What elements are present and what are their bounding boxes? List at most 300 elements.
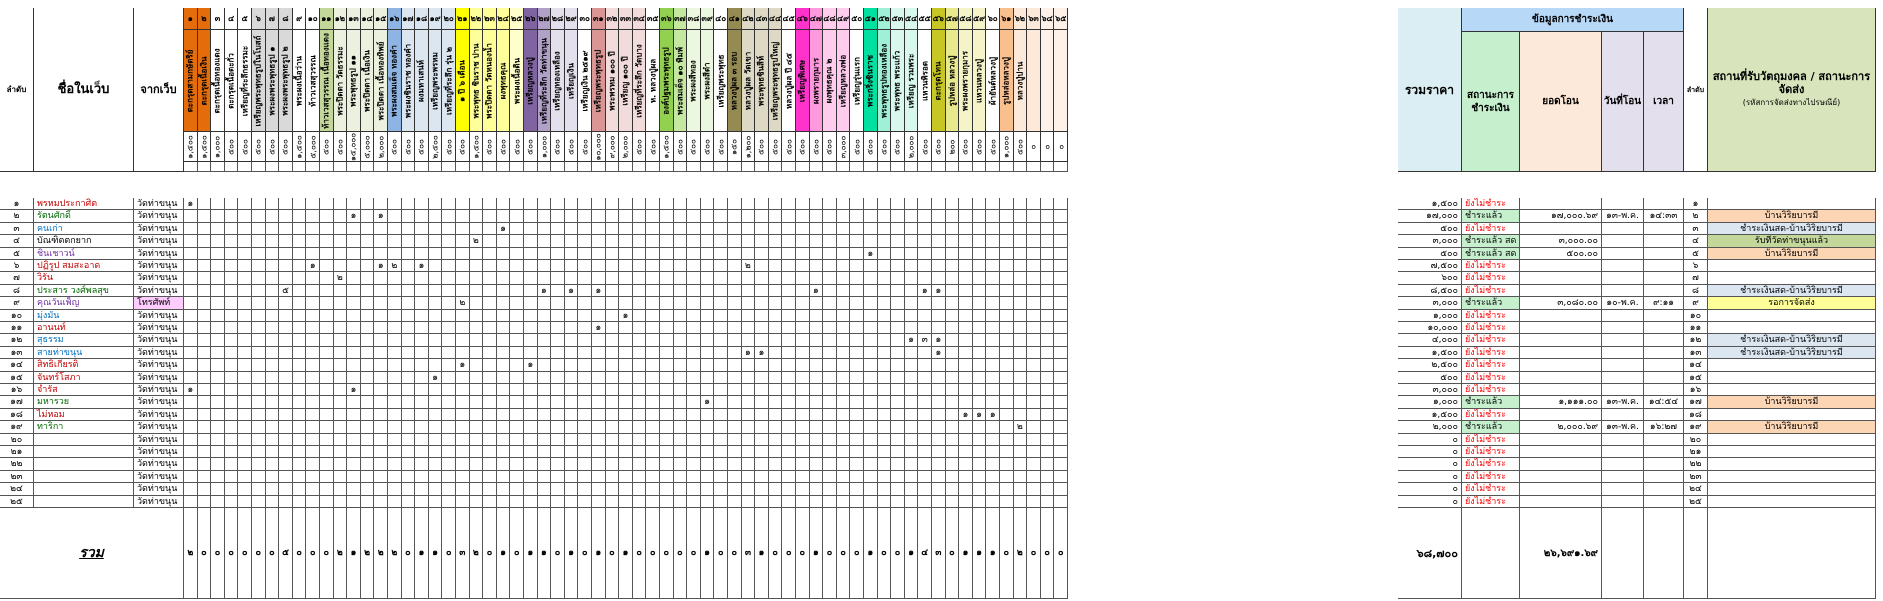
row-qty[interactable] [1027, 434, 1041, 446]
row-qty[interactable] [252, 297, 266, 309]
row-qty[interactable] [606, 334, 620, 346]
row-qty[interactable] [619, 334, 633, 346]
row-qty[interactable] [361, 396, 375, 408]
row-qty[interactable] [1014, 198, 1028, 210]
row-qty[interactable] [837, 210, 851, 222]
row-qty[interactable] [606, 421, 620, 433]
row-qty[interactable] [306, 396, 320, 408]
row-qty[interactable] [361, 260, 375, 272]
row-qty[interactable] [279, 248, 293, 260]
row-qty[interactable] [1054, 235, 1068, 247]
row-qty[interactable] [252, 272, 266, 284]
row-qty[interactable] [266, 384, 280, 396]
row-name[interactable]: พรหมประกาศิต [34, 198, 134, 210]
row-name[interactable]: ประสาร วงศ์พลสุข [34, 285, 134, 297]
row-qty[interactable] [714, 359, 728, 371]
row-qty[interactable] [660, 471, 674, 483]
row-qty[interactable] [674, 334, 688, 346]
row-qty[interactable] [932, 396, 946, 408]
row-name[interactable] [34, 446, 134, 458]
row-place[interactable] [1708, 272, 1876, 284]
row-qty[interactable] [946, 372, 960, 384]
row-qty[interactable] [606, 310, 620, 322]
row-qty[interactable] [1041, 334, 1055, 346]
row-qty[interactable] [524, 272, 538, 284]
row-qty[interactable] [184, 458, 198, 470]
row-qty[interactable] [388, 210, 402, 222]
row-qty[interactable] [211, 248, 225, 260]
row-qty[interactable] [850, 248, 864, 260]
row-qty[interactable] [184, 421, 198, 433]
row-qty[interactable] [551, 471, 565, 483]
row-qty[interactable] [755, 434, 769, 446]
row-qty[interactable] [1014, 223, 1028, 235]
row-qty[interactable] [592, 310, 606, 322]
row-qty[interactable] [429, 285, 443, 297]
row-qty[interactable] [687, 347, 701, 359]
row-qty[interactable] [347, 421, 361, 433]
row-qty[interactable] [959, 458, 973, 470]
row-qty[interactable] [823, 496, 837, 508]
row-qty[interactable] [796, 322, 810, 334]
row-qty[interactable] [823, 446, 837, 458]
row-qty[interactable] [905, 409, 919, 421]
row-qty[interactable] [510, 396, 524, 408]
row-qty[interactable] [388, 347, 402, 359]
row-qty[interactable] [918, 210, 932, 222]
row-qty[interactable] [306, 248, 320, 260]
row-qty[interactable] [742, 446, 756, 458]
row-qty[interactable] [918, 384, 932, 396]
row-qty[interactable] [415, 210, 429, 222]
row-qty[interactable] [565, 334, 579, 346]
row-qty[interactable] [538, 347, 552, 359]
row-qty[interactable]: ๑ [932, 285, 946, 297]
row-qty[interactable] [823, 409, 837, 421]
row-qty[interactable] [374, 396, 388, 408]
row-qty[interactable] [701, 359, 715, 371]
row-qty[interactable] [701, 260, 715, 272]
row-qty[interactable] [388, 297, 402, 309]
row-qty[interactable] [388, 483, 402, 495]
row-qty[interactable] [891, 396, 905, 408]
row-qty[interactable] [470, 483, 484, 495]
row-qty[interactable] [633, 322, 647, 334]
row-qty[interactable] [306, 347, 320, 359]
row-qty[interactable] [973, 434, 987, 446]
row-qty[interactable] [973, 248, 987, 260]
row-qty[interactable] [796, 458, 810, 470]
row-qty[interactable] [810, 483, 824, 495]
row-qty[interactable] [578, 483, 592, 495]
row-qty[interactable] [837, 496, 851, 508]
row-qty[interactable] [388, 446, 402, 458]
row-qty[interactable] [279, 434, 293, 446]
row-qty[interactable] [973, 322, 987, 334]
row-qty[interactable] [415, 310, 429, 322]
row-qty[interactable] [946, 297, 960, 309]
row-qty[interactable] [850, 198, 864, 210]
row-qty[interactable] [769, 223, 783, 235]
row-qty[interactable] [442, 260, 456, 272]
row-qty[interactable] [959, 297, 973, 309]
row-qty[interactable] [714, 260, 728, 272]
row-qty[interactable] [538, 483, 552, 495]
row-qty[interactable] [606, 272, 620, 284]
row-qty[interactable] [932, 421, 946, 433]
row-qty[interactable] [986, 372, 1000, 384]
row-qty[interactable] [415, 496, 429, 508]
row-qty[interactable] [810, 434, 824, 446]
row-qty[interactable] [755, 458, 769, 470]
row-qty[interactable] [837, 310, 851, 322]
row-qty[interactable] [796, 297, 810, 309]
row-qty[interactable] [769, 483, 783, 495]
row-qty[interactable] [225, 384, 239, 396]
row-qty[interactable] [306, 458, 320, 470]
row-qty[interactable] [932, 272, 946, 284]
row-qty[interactable] [823, 458, 837, 470]
row-qty[interactable] [701, 496, 715, 508]
row-qty[interactable] [402, 421, 416, 433]
row-qty[interactable] [184, 235, 198, 247]
row-qty[interactable] [755, 235, 769, 247]
row-qty[interactable] [320, 409, 334, 421]
row-qty[interactable] [374, 421, 388, 433]
row-qty[interactable] [456, 310, 470, 322]
row-qty[interactable] [864, 446, 878, 458]
row-qty[interactable] [334, 297, 348, 309]
row-qty[interactable] [402, 235, 416, 247]
row-qty[interactable] [211, 359, 225, 371]
row-qty[interactable] [701, 372, 715, 384]
row-qty[interactable] [891, 272, 905, 284]
row-qty[interactable] [810, 421, 824, 433]
row-qty[interactable] [293, 409, 307, 421]
row-qty[interactable] [538, 396, 552, 408]
row-qty[interactable] [837, 483, 851, 495]
row-qty[interactable] [198, 260, 212, 272]
row-qty[interactable] [905, 496, 919, 508]
row-qty[interactable] [1054, 347, 1068, 359]
row-qty[interactable] [850, 434, 864, 446]
row-qty[interactable] [1014, 458, 1028, 470]
row-qty[interactable] [891, 496, 905, 508]
row-qty[interactable] [932, 223, 946, 235]
row-qty[interactable] [415, 421, 429, 433]
row-qty[interactable] [782, 446, 796, 458]
row-qty[interactable] [442, 496, 456, 508]
row-qty[interactable] [483, 434, 497, 446]
row-qty[interactable] [606, 223, 620, 235]
row-qty[interactable] [646, 310, 660, 322]
row-qty[interactable] [959, 483, 973, 495]
row-qty[interactable] [374, 297, 388, 309]
row-qty[interactable] [687, 235, 701, 247]
row-qty[interactable] [510, 347, 524, 359]
row-qty[interactable] [524, 322, 538, 334]
row-qty[interactable] [619, 483, 633, 495]
row-place[interactable] [1708, 384, 1876, 396]
row-qty[interactable] [646, 446, 660, 458]
row-qty[interactable] [483, 260, 497, 272]
row-qty[interactable] [429, 496, 443, 508]
row-qty[interactable] [782, 396, 796, 408]
row-qty[interactable] [524, 446, 538, 458]
row-qty[interactable]: ๑ [497, 223, 511, 235]
row-qty[interactable] [891, 297, 905, 309]
row-qty[interactable] [361, 210, 375, 222]
row-place[interactable]: บ้านวิริยบารมี [1708, 421, 1876, 433]
row-qty[interactable] [592, 409, 606, 421]
row-qty[interactable] [633, 198, 647, 210]
row-qty[interactable] [429, 310, 443, 322]
row-qty[interactable] [837, 347, 851, 359]
row-qty[interactable] [279, 235, 293, 247]
row-qty[interactable] [252, 409, 266, 421]
row-place[interactable] [1708, 260, 1876, 272]
row-qty[interactable] [742, 272, 756, 284]
row-qty[interactable] [1014, 434, 1028, 446]
row-qty[interactable] [769, 446, 783, 458]
row-qty[interactable] [1000, 496, 1014, 508]
row-qty[interactable] [674, 235, 688, 247]
row-qty[interactable] [415, 409, 429, 421]
row-qty[interactable] [1014, 210, 1028, 222]
row-qty[interactable] [755, 384, 769, 396]
row-qty[interactable] [687, 297, 701, 309]
row-qty[interactable]: ๑ [456, 359, 470, 371]
row-qty[interactable] [456, 322, 470, 334]
row-qty[interactable] [606, 496, 620, 508]
row-qty[interactable] [211, 409, 225, 421]
row-qty[interactable] [701, 223, 715, 235]
row-qty[interactable] [946, 248, 960, 260]
row-qty[interactable] [905, 210, 919, 222]
row-qty[interactable] [714, 248, 728, 260]
row-qty[interactable] [837, 248, 851, 260]
row-qty[interactable] [578, 458, 592, 470]
row-qty[interactable] [551, 223, 565, 235]
row-qty[interactable] [687, 396, 701, 408]
row-qty[interactable] [551, 483, 565, 495]
row-qty[interactable] [728, 297, 742, 309]
row-qty[interactable] [1000, 322, 1014, 334]
row-qty[interactable] [782, 421, 796, 433]
row-qty[interactable] [470, 310, 484, 322]
row-qty[interactable] [796, 471, 810, 483]
row-name[interactable]: วิรัน [34, 272, 134, 284]
row-qty[interactable] [687, 496, 701, 508]
row-qty[interactable] [810, 297, 824, 309]
row-qty[interactable]: ๑ [932, 347, 946, 359]
row-qty[interactable] [347, 372, 361, 384]
row-qty[interactable] [850, 322, 864, 334]
row-qty[interactable] [225, 248, 239, 260]
row-qty[interactable] [347, 198, 361, 210]
row-qty[interactable] [225, 235, 239, 247]
row-qty[interactable] [973, 421, 987, 433]
row-qty[interactable] [986, 235, 1000, 247]
row-qty[interactable] [918, 248, 932, 260]
row-qty[interactable]: ๑ [184, 384, 198, 396]
row-qty[interactable] [551, 409, 565, 421]
row-qty[interactable] [211, 198, 225, 210]
row-qty[interactable] [1041, 347, 1055, 359]
row-qty[interactable] [687, 223, 701, 235]
row-qty[interactable] [538, 297, 552, 309]
row-qty[interactable] [551, 297, 565, 309]
row-qty[interactable] [442, 409, 456, 421]
row-qty[interactable] [429, 235, 443, 247]
row-qty[interactable] [782, 272, 796, 284]
row-qty[interactable] [687, 446, 701, 458]
row-qty[interactable] [1027, 198, 1041, 210]
row-qty[interactable] [456, 334, 470, 346]
row-qty[interactable] [633, 434, 647, 446]
row-qty[interactable] [334, 384, 348, 396]
row-qty[interactable] [388, 198, 402, 210]
row-name[interactable]: สิทธิเกียรติ [34, 359, 134, 371]
row-qty[interactable] [674, 322, 688, 334]
row-qty[interactable] [714, 384, 728, 396]
row-qty[interactable] [252, 210, 266, 222]
row-qty[interactable] [293, 359, 307, 371]
row-qty[interactable] [374, 310, 388, 322]
row-qty[interactable] [456, 272, 470, 284]
row-qty[interactable] [415, 434, 429, 446]
row-qty[interactable] [402, 223, 416, 235]
row-qty[interactable] [810, 458, 824, 470]
row-qty[interactable] [701, 409, 715, 421]
row-qty[interactable] [538, 471, 552, 483]
row-qty[interactable] [497, 322, 511, 334]
row-qty[interactable] [252, 248, 266, 260]
row-qty[interactable] [578, 235, 592, 247]
row-qty[interactable] [932, 372, 946, 384]
row-qty[interactable] [769, 334, 783, 346]
row-qty[interactable] [905, 347, 919, 359]
row-qty[interactable] [714, 396, 728, 408]
row-qty[interactable] [198, 384, 212, 396]
row-qty[interactable]: ๒ [334, 272, 348, 284]
row-qty[interactable] [347, 322, 361, 334]
row-qty[interactable] [837, 285, 851, 297]
row-qty[interactable] [456, 198, 470, 210]
row-qty[interactable] [306, 272, 320, 284]
row-qty[interactable] [646, 359, 660, 371]
row-qty[interactable] [510, 384, 524, 396]
row-qty[interactable] [456, 260, 470, 272]
row-qty[interactable] [470, 372, 484, 384]
row-qty[interactable] [361, 496, 375, 508]
row-qty[interactable]: ๑ [538, 285, 552, 297]
row-qty[interactable] [293, 334, 307, 346]
row-qty[interactable] [810, 347, 824, 359]
row-qty[interactable] [510, 260, 524, 272]
row-qty[interactable] [646, 272, 660, 284]
row-qty[interactable] [538, 198, 552, 210]
row-qty[interactable] [429, 223, 443, 235]
row-qty[interactable] [891, 322, 905, 334]
row-qty[interactable] [823, 272, 837, 284]
row-qty[interactable] [293, 496, 307, 508]
row-qty[interactable] [442, 210, 456, 222]
row-qty[interactable] [1014, 260, 1028, 272]
row-qty[interactable] [266, 396, 280, 408]
row-qty[interactable] [1041, 496, 1055, 508]
row-place[interactable] [1708, 496, 1876, 508]
row-qty[interactable] [1027, 396, 1041, 408]
row-qty[interactable] [578, 334, 592, 346]
row-qty[interactable] [483, 496, 497, 508]
row-qty[interactable] [823, 434, 837, 446]
row-qty[interactable] [646, 458, 660, 470]
row-qty[interactable] [510, 483, 524, 495]
row-qty[interactable] [334, 310, 348, 322]
row-qty[interactable]: ๑ [347, 384, 361, 396]
row-qty[interactable] [646, 322, 660, 334]
row-qty[interactable] [606, 434, 620, 446]
row-qty[interactable] [864, 384, 878, 396]
row-qty[interactable] [782, 260, 796, 272]
row-qty[interactable] [293, 235, 307, 247]
row-qty[interactable] [755, 310, 769, 322]
row-place[interactable] [1708, 198, 1876, 210]
row-qty[interactable] [252, 285, 266, 297]
row-qty[interactable] [687, 359, 701, 371]
row-qty[interactable] [674, 372, 688, 384]
row-qty[interactable] [633, 372, 647, 384]
row-qty[interactable] [470, 322, 484, 334]
row-qty[interactable] [646, 235, 660, 247]
row-qty[interactable] [633, 421, 647, 433]
row-qty[interactable] [810, 272, 824, 284]
row-qty[interactable] [238, 434, 252, 446]
row-qty[interactable] [742, 310, 756, 322]
row-qty[interactable] [687, 260, 701, 272]
row-qty[interactable] [483, 421, 497, 433]
row-qty[interactable] [279, 396, 293, 408]
row-qty[interactable] [878, 458, 892, 470]
row-qty[interactable] [1041, 458, 1055, 470]
row-qty[interactable] [320, 458, 334, 470]
row-qty[interactable] [497, 272, 511, 284]
row-qty[interactable] [823, 297, 837, 309]
row-qty[interactable] [374, 496, 388, 508]
row-qty[interactable] [878, 285, 892, 297]
row-place[interactable] [1708, 434, 1876, 446]
row-qty[interactable]: ๑ [932, 334, 946, 346]
row-qty[interactable] [796, 347, 810, 359]
row-qty[interactable] [823, 359, 837, 371]
row-qty[interactable] [497, 248, 511, 260]
row-qty[interactable] [456, 483, 470, 495]
row-qty[interactable] [837, 446, 851, 458]
row-qty[interactable]: ๑ [306, 260, 320, 272]
row-qty[interactable] [864, 322, 878, 334]
row-qty[interactable] [687, 310, 701, 322]
row-qty[interactable] [592, 235, 606, 247]
row-qty[interactable] [429, 421, 443, 433]
row-qty[interactable] [946, 322, 960, 334]
row-qty[interactable] [470, 384, 484, 396]
row-qty[interactable] [578, 198, 592, 210]
row-qty[interactable] [592, 496, 606, 508]
row-name[interactable]: อานนท์ [34, 322, 134, 334]
row-qty[interactable]: ๓ [918, 334, 932, 346]
row-qty[interactable] [728, 322, 742, 334]
